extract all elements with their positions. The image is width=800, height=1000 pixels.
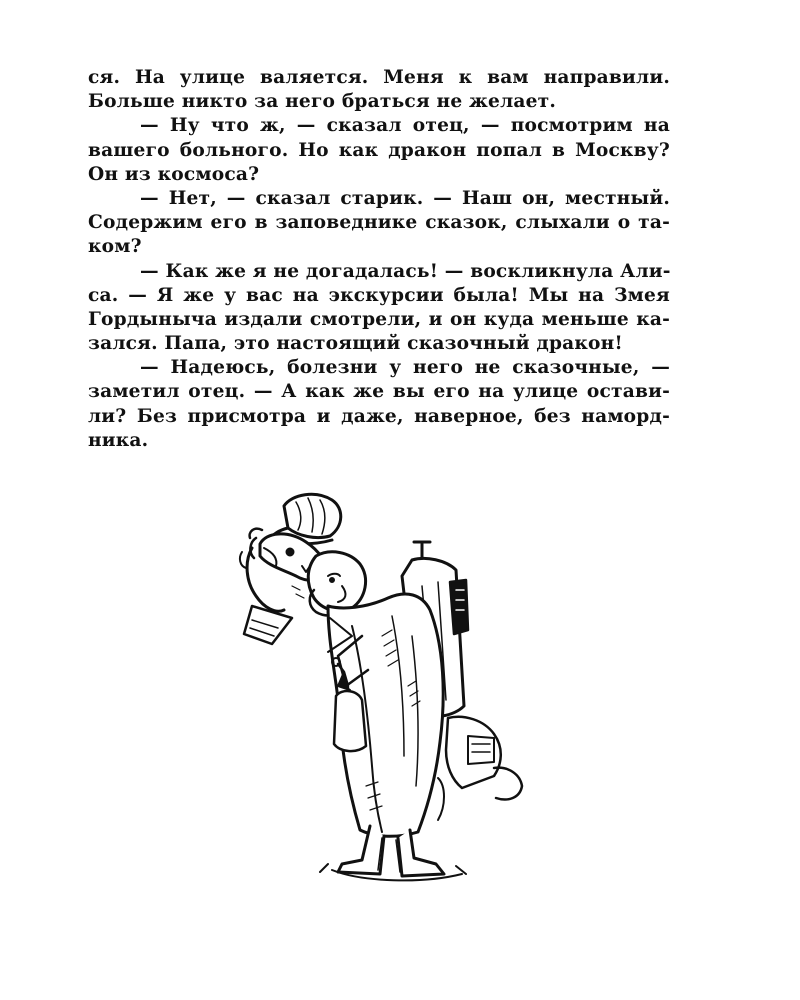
text-line-16: ника. bbox=[88, 429, 149, 451]
body-text bbox=[88, 66, 670, 453]
text-line-14: заметил отец. — А как же вы его на улице остави- bbox=[88, 381, 670, 403]
text-line-1: ся. На улице валяется. Меня к вам направили. bbox=[88, 67, 670, 88]
text-line-4: вашего больного. Но как дракон попал в Москву? bbox=[88, 139, 670, 161]
text-line-11: Гордыныча издали смотрели, и он куда меньше ка- bbox=[88, 308, 670, 330]
old-man-dragon-illustration bbox=[232, 486, 562, 886]
text-line-5: Он из космоса? bbox=[88, 163, 260, 185]
text-line-8: ком? bbox=[88, 236, 142, 258]
text-line-3: — Ну что ж, — сказал отец, — посмотрим на bbox=[140, 115, 670, 137]
text-line-12: зался. Папа, это настоящий сказочный дракон! bbox=[88, 333, 623, 355]
text-line-7: Содержим его в заповеднике сказок, слыхали о та- bbox=[88, 212, 670, 234]
text-line-10: са. — Я же у вас на экскурсии была! Мы на Змея bbox=[88, 284, 670, 306]
text-line-6: — Нет, — сказал старик. — Наш он, местный. bbox=[140, 187, 670, 209]
text-line-15: ли? Без присмотра и даже, наверное, без наморд- bbox=[88, 405, 670, 427]
text-line-2: Больше никто за него браться не желает. bbox=[88, 91, 557, 113]
text-line-13: — Надеюсь, болезни у него не сказочные, — bbox=[140, 357, 670, 379]
text-line-9: — Как же я не догадалась! — воскликнула Али- bbox=[140, 260, 671, 282]
